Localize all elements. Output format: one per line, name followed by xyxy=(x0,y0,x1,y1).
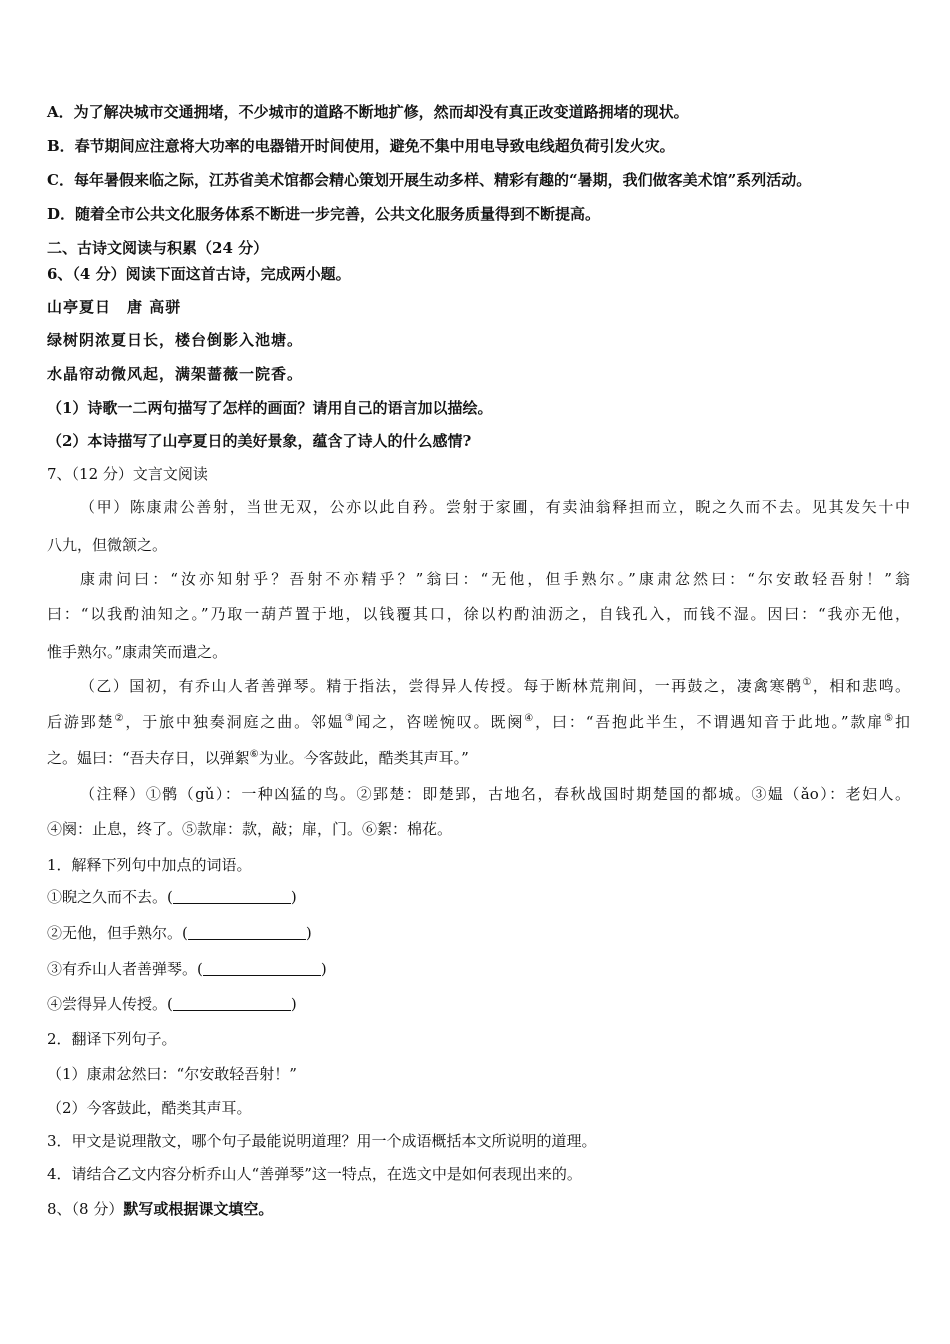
passage-line: （甲）陈康肃公善射，当世无双，公亦以此自矜。尝射于家圃，有卖油翁释担而立，睨之久而不去。见其发矢十中 xyxy=(80,498,910,516)
question-7-heading: 7、（12 分）文言文阅读 xyxy=(47,465,208,483)
passage-line: （乙）国初，有乔山人者善弹琴。精于指法，尝得异人传授。每于断林荒荆间，一再鼓之，凄禽寒鹘①，相和悲鸣。 xyxy=(80,677,910,695)
word-item: ②无他，但手熟尔。( ) xyxy=(47,924,312,942)
passage-line: 惟手熟尔。”康肃笑而遣之。 xyxy=(47,643,228,661)
question-6-sub-2: （2）本诗描写了山亭夏日的美好景象，蕴含了诗人的什么感情? xyxy=(47,432,472,450)
passage-line: 八九，但微颔之。 xyxy=(47,536,168,554)
option-b: B．春节期间应注意将大功率的电器错开时间使用，避免不集中用电导致电线超负荷引发火灾。 xyxy=(47,137,675,155)
translation-item: （1）康肃忿然曰：“尔安敢轻吾射！” xyxy=(47,1065,297,1083)
answer-blank[interactable] xyxy=(173,996,291,1011)
option-a: A．为了解决城市交通拥堵，不少城市的道路不断地扩修，然而却没有真正改变道路拥堵的现状。 xyxy=(47,103,689,121)
passage-line: 之。媪曰：“吾夫存日，以弹絮⑥为业。今客鼓此，酷类其声耳。” xyxy=(47,749,469,767)
poem-line: 绿树阴浓夏日长，楼台倒影入池塘。 xyxy=(47,331,304,349)
word-item: ③有乔山人者善弹琴。( ) xyxy=(47,960,327,978)
word-item: ④尝得异人传授。( ) xyxy=(47,995,297,1013)
passage-line: 曰：“以我酌油知之。”乃取一葫芦置于地，以钱覆其口，徐以杓酌油沥之，自钱孔入，而钱不湿。因曰：“我亦无他， xyxy=(47,605,910,623)
subquestion-4: 4．请结合乙文内容分析乔山人“善弹琴”这一特点，在选文中是如何表现出来的。 xyxy=(47,1165,582,1183)
answer-blank[interactable] xyxy=(203,961,321,976)
answer-blank[interactable] xyxy=(173,889,291,904)
annotation-line: ④阕：止息，终了。⑤款扉：款，敲；扉，门。⑥絮：棉花。 xyxy=(47,820,453,838)
subquestion-1: 1．解释下列句中加点的词语。 xyxy=(47,856,252,874)
question-6-heading: 6、（4 分）阅读下面这首古诗，完成两小题。 xyxy=(47,265,351,283)
question-8-heading: 8、（8 分）默写或根据课文填空。 xyxy=(47,1200,274,1218)
word-item: ①睨之久而不去。( ) xyxy=(47,888,297,906)
answer-blank[interactable] xyxy=(188,925,306,940)
poem-title: 山亭夏日 唐 高骈 xyxy=(47,298,182,316)
translation-item: （2）今客鼓此，酷类其声耳。 xyxy=(47,1099,252,1117)
option-d: D．随着全市公共文化服务体系不断进一步完善，公共文化服务质量得到不断提高。 xyxy=(47,205,601,223)
passage-line: 康肃问曰：“汝亦知射乎？吾射不亦精乎？”翁曰：“无他，但手熟尔。”康肃忿然曰：“尔安敢轻吾射！”翁 xyxy=(80,570,910,588)
passage-line: 后游郢楚②，于旅中独奏洞庭之曲。邻媪③闻之，咨嗟惋叹。既阕④，曰：“吾抱此半生，不谓遇知音于此地。”款扉⑤扣 xyxy=(47,713,910,731)
section-heading: 二、古诗文阅读与积累（24 分） xyxy=(47,239,269,257)
subquestion-3: 3．甲文是说理散文，哪个句子最能说明道理？用一个成语概括本文所说明的道理。 xyxy=(47,1132,597,1150)
option-c: C．每年暑假来临之际，江苏省美术馆都会精心策划开展生动多样、精彩有趣的“暑期，我们做客美术馆”系列活动。 xyxy=(47,171,812,189)
annotation-line: （注释）①鹘（gǔ）：一种凶猛的鸟。②郢楚：即楚郢，古地名，春秋战国时期楚国的都城。③媪（ǎo）：老妇人。 xyxy=(80,785,910,803)
subquestion-2: 2．翻译下列句子。 xyxy=(47,1030,177,1048)
question-6-sub-1: （1）诗歌一二两句描写了怎样的画面？请用自己的语言加以描绘。 xyxy=(47,399,493,417)
poem-line: 水晶帘动微风起，满架蔷薇一院香。 xyxy=(47,365,304,383)
